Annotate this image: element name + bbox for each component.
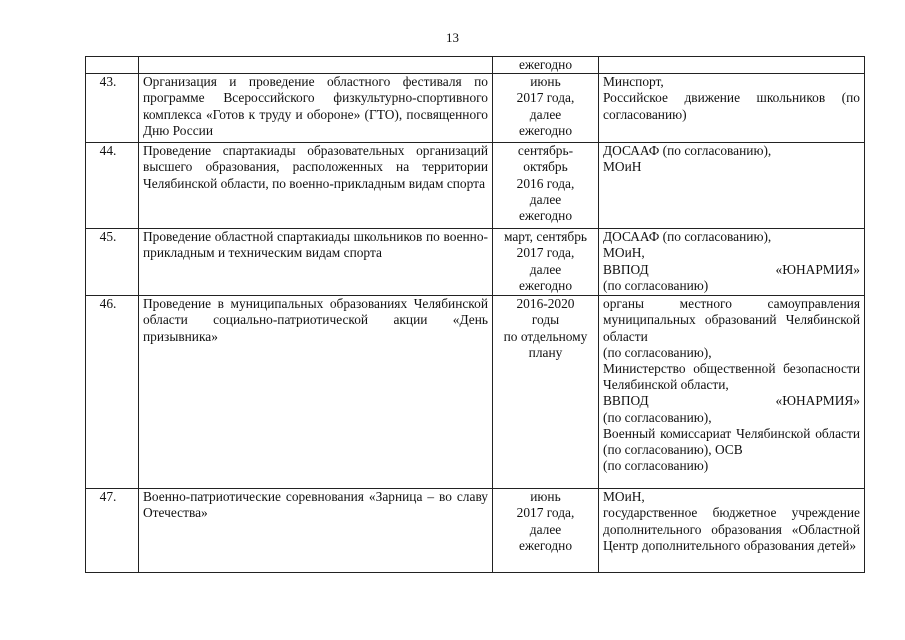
responsible-cell	[599, 296, 865, 489]
row-number: 45.	[86, 229, 139, 296]
term-cell	[493, 229, 599, 296]
term-cell	[493, 143, 599, 229]
term-line: октябрь	[523, 159, 568, 175]
responsible-line: Министерство общественной безопасности Челябинской области,	[603, 361, 860, 393]
responsible-line: ВВПОД «ЮНАРМИЯ»	[603, 393, 860, 409]
term-line: июнь	[530, 74, 561, 90]
term-line: 2016 года,	[516, 175, 575, 191]
responsible-line: (по согласованию),	[603, 344, 712, 360]
row-number: 43.	[86, 74, 139, 143]
event-name: Организация и проведение областного фестиваля по программе Всероссийского физкультурно-спортивного комплекса «Готов к труду и обороне» (ГТО), посвященного Дню России	[139, 74, 493, 143]
responsible-line: МОиН,	[603, 245, 645, 261]
term-line: 2017 года,	[516, 245, 575, 261]
term-line: плану	[528, 344, 563, 360]
responsible-line: (по согласованию),	[603, 409, 712, 425]
responsible-line: Минспорт,	[603, 74, 664, 90]
term-line: июнь	[530, 489, 561, 505]
term-line: далее	[529, 261, 562, 277]
responsible-line: ВВПОД «ЮНАРМИЯ»	[603, 261, 860, 277]
term-line: далее	[529, 521, 562, 537]
term-line: ежегодно	[518, 537, 573, 553]
row-number: 44.	[86, 143, 139, 229]
responsible-line: Российское движение школьников (по согласованию)	[603, 90, 860, 122]
term-line: 2017 года,	[516, 505, 575, 521]
term-line: ежегодно	[518, 122, 573, 138]
row-number-cell	[86, 57, 139, 74]
term-cell	[493, 489, 599, 573]
event-name: Проведение спартакиады образовательных организаций высшего образования, расположенных на территории Челябинской области, по военно-прикладным видам спорта	[139, 143, 493, 229]
term-line: по отдельному	[503, 328, 588, 344]
responsible-cell	[599, 489, 865, 573]
table-row	[86, 296, 865, 489]
term-line: 2017 года,	[516, 90, 575, 106]
term-line: годы	[531, 312, 560, 328]
term-cell	[493, 57, 599, 74]
term-line: ежегодно	[518, 57, 573, 72]
event-name: Проведение в муниципальных образованиях Челябинской области социально-патриотической акции «День призывника»	[139, 296, 493, 489]
responsible-cell	[599, 143, 865, 229]
table-row	[86, 489, 865, 573]
term-cell	[493, 296, 599, 489]
responsible-line: (по согласованию)	[603, 458, 709, 474]
event-name-cell	[139, 57, 493, 74]
term-line: ежегодно	[518, 277, 573, 293]
term-line: сентябрь-	[517, 143, 574, 159]
event-name: Военно-патриотические соревнования «Зарница – во славу Отечества»	[139, 489, 493, 573]
table-row	[86, 143, 865, 229]
responsible-cell	[599, 229, 865, 296]
term-cell	[493, 74, 599, 143]
term-line: март, сентябрь	[503, 229, 588, 245]
responsible-cell	[599, 57, 865, 74]
term-line: ежегодно	[518, 208, 573, 224]
responsible-line: МОиН,	[603, 489, 645, 505]
event-name: Проведение областной спартакиады школьников по военно-прикладным и техническим видам спорта	[139, 229, 493, 296]
responsible-line: ДОСААФ (по согласованию),	[603, 143, 772, 159]
responsible-line: ДОСААФ (по согласованию),	[603, 229, 772, 245]
table-row	[86, 74, 865, 143]
table-row	[86, 229, 865, 296]
responsible-line: Военный комиссариат Челябинской области (по согласованию), ОСВ	[603, 425, 860, 458]
responsible-line: органы местного самоуправления муниципальных образований Челябинской области	[603, 296, 860, 344]
responsible-line: государственное бюджетное учреждение дополнительного образования «Областной Центр дополнительного образования детей»	[603, 505, 860, 553]
responsible-line: (по согласованию)	[603, 277, 709, 293]
term-line: далее	[529, 191, 562, 207]
page-number: 13	[446, 30, 459, 45]
row-number: 47.	[86, 489, 139, 573]
responsible-cell	[599, 74, 865, 143]
responsible-line: МОиН	[603, 159, 642, 175]
table-row-continuation	[86, 57, 865, 74]
row-number: 46.	[86, 296, 139, 489]
events-table	[85, 56, 865, 573]
term-line: 2016-2020	[516, 296, 575, 312]
term-line: далее	[529, 106, 562, 122]
